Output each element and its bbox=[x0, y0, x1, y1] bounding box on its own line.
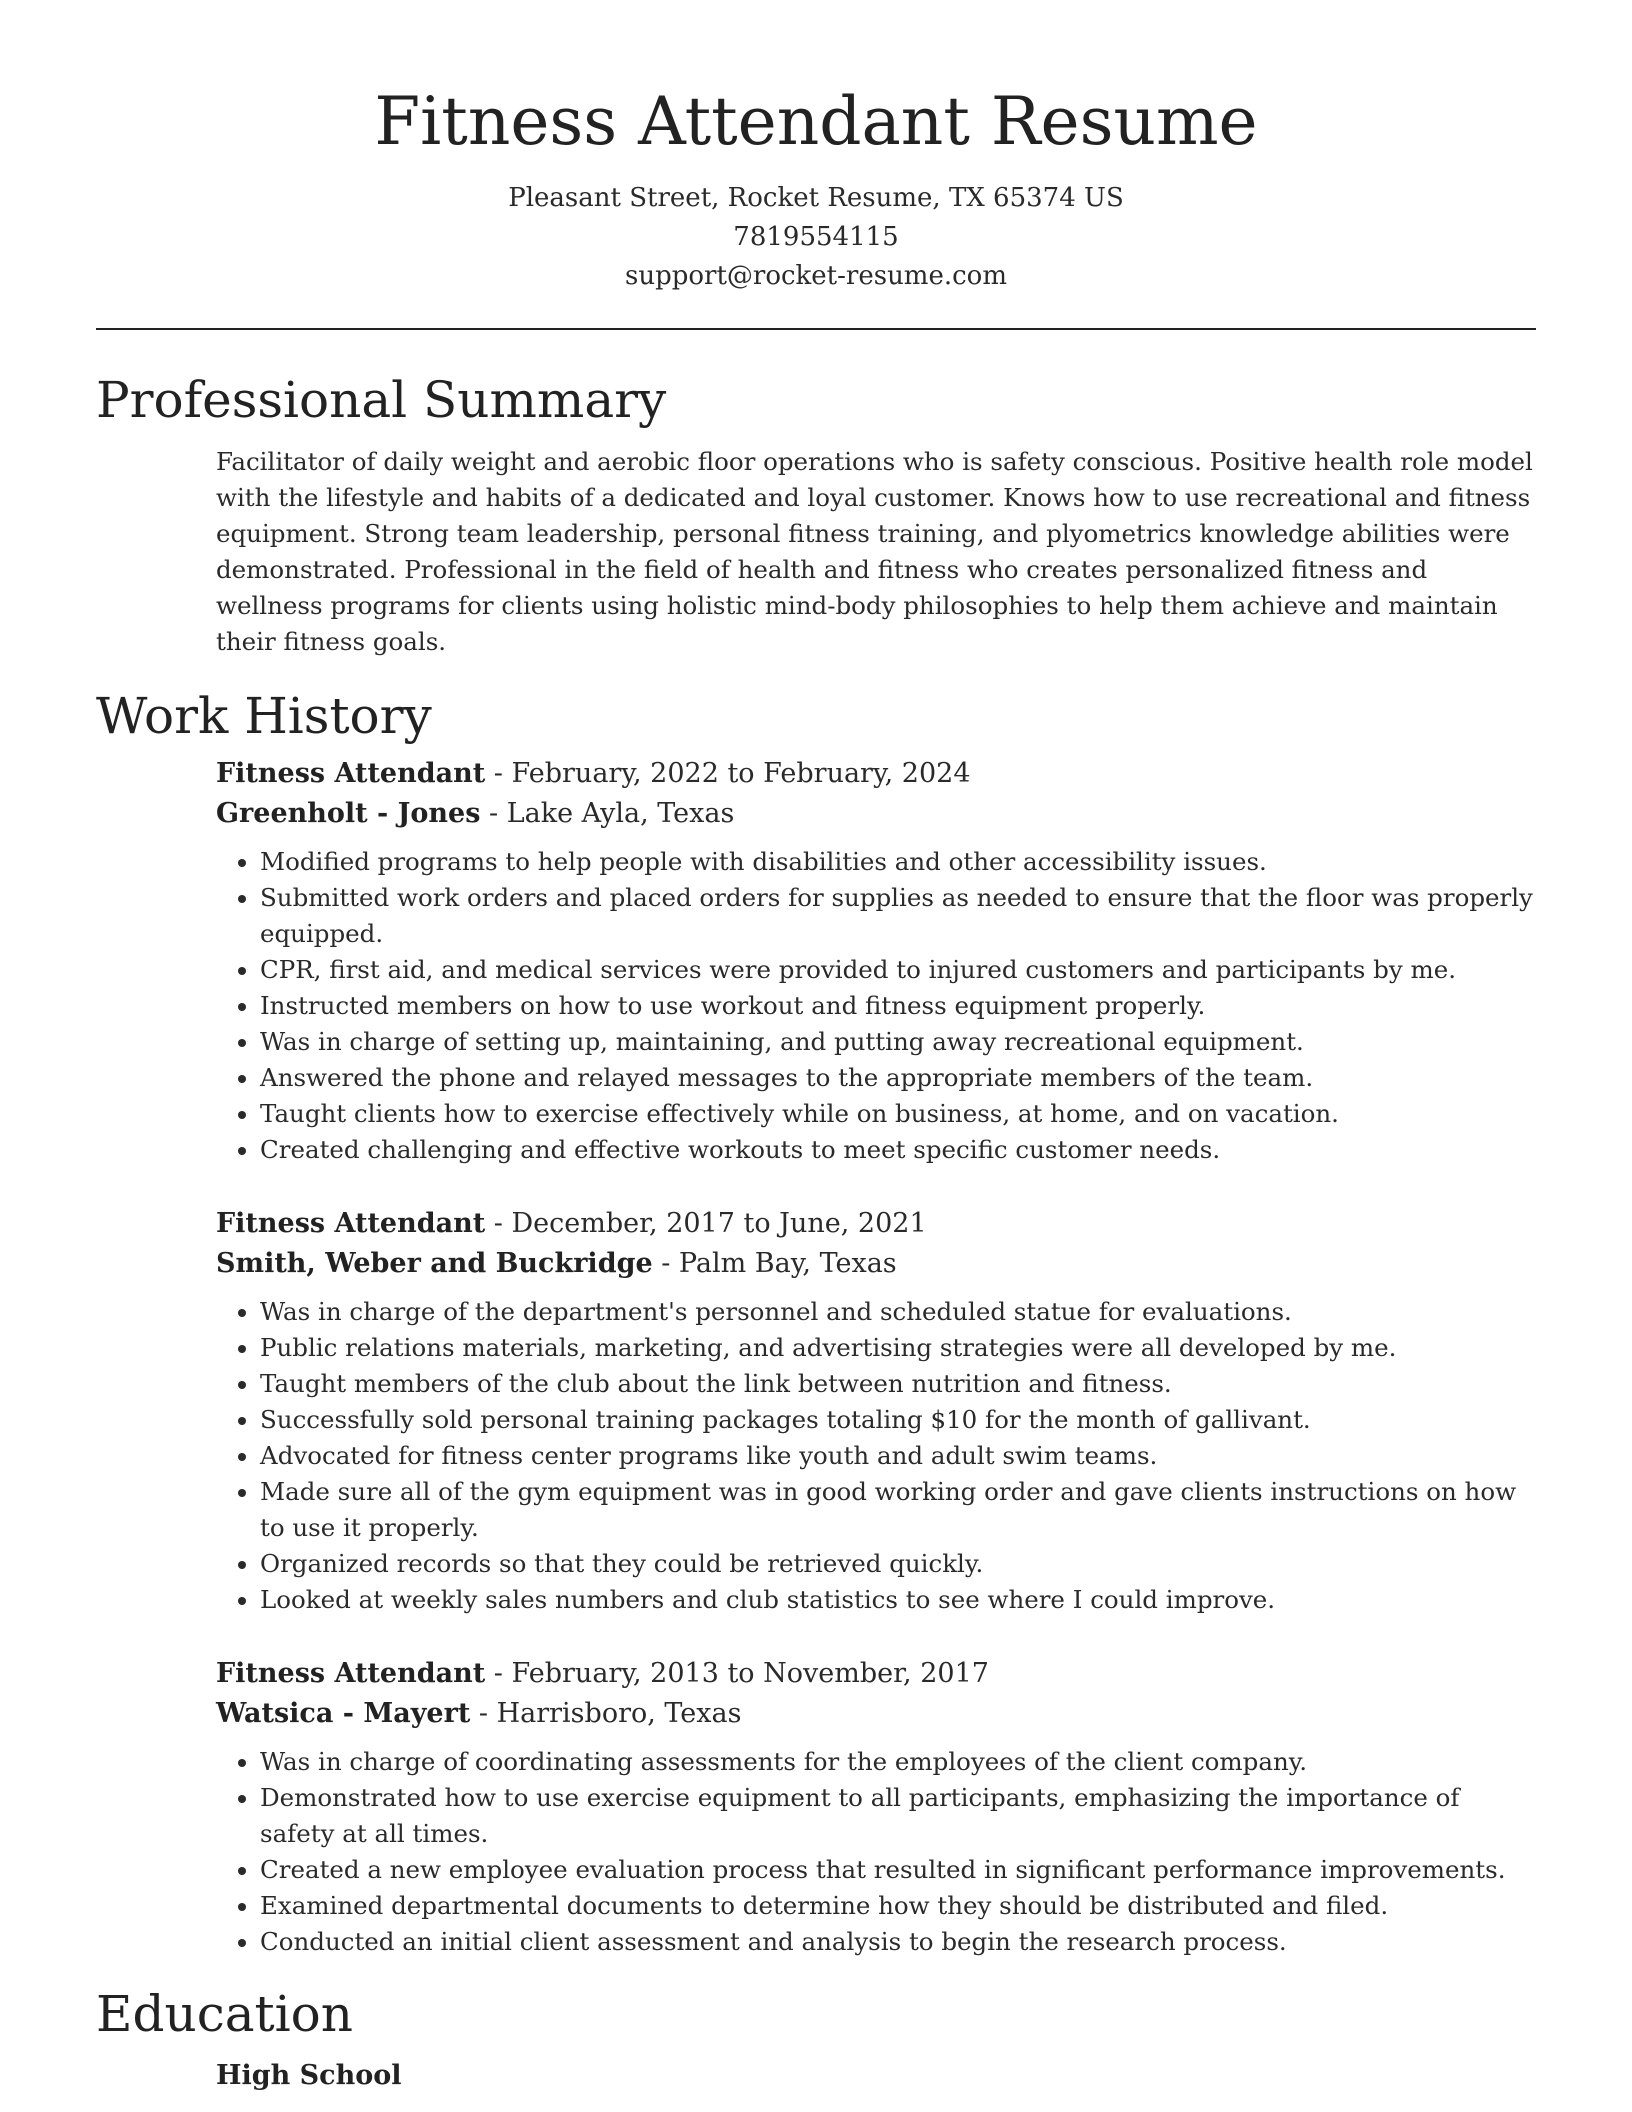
list-item: • Submitted work orders and placed orders for supplies as needed to ensure that the floor was properly equipped. bbox=[260, 880, 1536, 952]
resume-title: Fitness Attendant Resume bbox=[374, 83, 1258, 160]
job-company-line bbox=[216, 794, 1536, 834]
list-item: • Created challenging and effective workouts to meet specific customer needs. bbox=[260, 1132, 1536, 1168]
education-entry bbox=[216, 2056, 1536, 2096]
job-title-line bbox=[216, 1204, 1536, 1244]
summary-heading: Professional Summary bbox=[96, 371, 667, 430]
list-item: • CPR, first aid, and medical services were provided to injured customers and participants by me. bbox=[260, 952, 1536, 988]
list-item: • Taught clients how to exercise effectively while on business, at home, and on vacation. bbox=[260, 1096, 1536, 1132]
job-entry bbox=[216, 1204, 1536, 1618]
summary-text: Facilitator of daily weight and aerobic floor operations who is safety conscious. Positive health role model with the lifestyle and habits of a dedicated and loyal customer. Knows how to use recreational and fitness equipment. Strong team leadership, personal fitness training, and plyometrics knowledge abilities were demonstrated. Professional in the field of health and fitness who creates personalized fitness and wellness programs for clients using holistic mind-body philosophies to help them achieve and maintain their fitness goals. bbox=[216, 447, 1533, 657]
job-title: Fitness Attendant bbox=[216, 1208, 486, 1240]
list-item: • Made sure all of the gym equipment was in good working order and gave clients instructions on how to use it properly. bbox=[260, 1474, 1536, 1546]
list-item: • Modified programs to help people with disabilities and other accessibility issues. bbox=[260, 844, 1536, 880]
job-company-line bbox=[216, 1694, 1536, 1734]
job-location: - Harrisboro, Texas bbox=[470, 1698, 742, 1730]
contact-info bbox=[96, 179, 1536, 296]
list-item: • Successfully sold personal training packages totaling $10 for the month of gallivant. bbox=[260, 1402, 1536, 1438]
work-history-heading: Work History bbox=[96, 687, 432, 746]
list-item: • Organized records so that they could be retrieved quickly. bbox=[260, 1546, 1536, 1582]
education-heading: Education bbox=[96, 1985, 353, 2044]
job-company-line bbox=[216, 1244, 1536, 1284]
resume-header bbox=[96, 0, 1536, 296]
list-item: • Was in charge of setting up, maintaining, and putting away recreational equipment. bbox=[260, 1024, 1536, 1060]
list-item: • Public relations materials, marketing, and advertising strategies were all developed by me. bbox=[260, 1330, 1536, 1366]
job-company: Greenholt - Jones bbox=[216, 798, 481, 830]
job-bullets bbox=[216, 844, 1536, 1168]
contact-email: support@rocket-resume.com bbox=[624, 261, 1007, 292]
contact-phone: 7819554115 bbox=[733, 222, 899, 253]
education-degree: High School bbox=[216, 2060, 402, 2092]
header-divider bbox=[96, 328, 1536, 330]
job-dates: - February, 2013 to November, 2017 bbox=[485, 1658, 989, 1690]
job-dates: - February, 2022 to February, 2024 bbox=[485, 758, 971, 790]
list-item: • Was in charge of the department's personnel and scheduled statue for evaluations. bbox=[260, 1294, 1536, 1330]
job-bullets bbox=[216, 1744, 1536, 1960]
job-company: Watsica - Mayert bbox=[216, 1698, 471, 1730]
job-title: Fitness Attendant bbox=[216, 1658, 486, 1690]
job-company: Smith, Weber and Buckridge bbox=[216, 1248, 653, 1280]
list-item: • Advocated for fitness center programs like youth and adult swim teams. bbox=[260, 1438, 1536, 1474]
list-item: • Looked at weekly sales numbers and club statistics to see where I could improve. bbox=[260, 1582, 1536, 1618]
list-item: • Examined departmental documents to determine how they should be distributed and filed. bbox=[260, 1888, 1536, 1924]
job-title-line bbox=[216, 1654, 1536, 1694]
contact-address: Pleasant Street, Rocket Resume, TX 65374 US bbox=[508, 183, 1124, 214]
work-history-list bbox=[216, 754, 1536, 1960]
job-location: - Palm Bay, Texas bbox=[652, 1248, 897, 1280]
job-dates: - December, 2017 to June, 2021 bbox=[485, 1208, 927, 1240]
job-entry bbox=[216, 754, 1536, 1168]
list-item: • Taught members of the club about the link between nutrition and fitness. bbox=[260, 1366, 1536, 1402]
list-item: • Was in charge of coordinating assessments for the employees of the client company. bbox=[260, 1744, 1536, 1780]
job-title: Fitness Attendant bbox=[216, 758, 486, 790]
job-entry bbox=[216, 1654, 1536, 1960]
job-title-line bbox=[216, 754, 1536, 794]
list-item: • Answered the phone and relayed messages to the appropriate members of the team. bbox=[260, 1060, 1536, 1096]
job-bullets bbox=[216, 1294, 1536, 1618]
list-item: • Instructed members on how to use workout and fitness equipment properly. bbox=[260, 988, 1536, 1024]
list-item: • Conducted an initial client assessment and analysis to begin the research process. bbox=[260, 1924, 1536, 1960]
job-location: - Lake Ayla, Texas bbox=[480, 798, 735, 830]
list-item: • Demonstrated how to use exercise equipment to all participants, emphasizing the importance of safety at all times. bbox=[260, 1780, 1536, 1852]
list-item: • Created a new employee evaluation process that resulted in significant performance improvements. bbox=[260, 1852, 1536, 1888]
